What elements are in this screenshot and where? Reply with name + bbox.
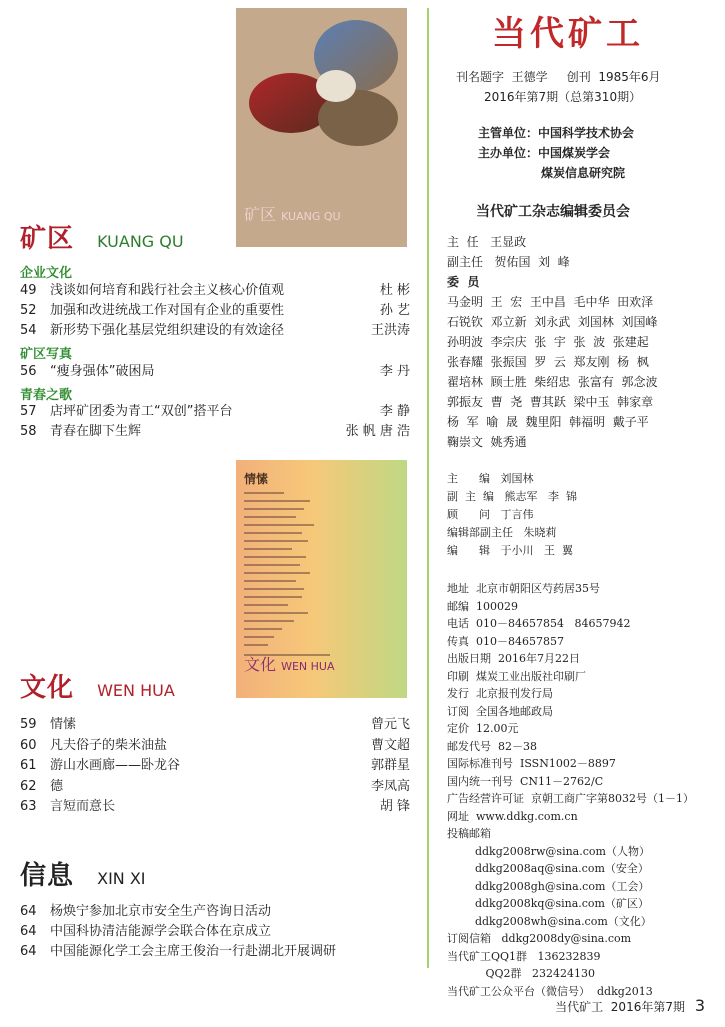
section-pinyin-kuangqu: KUANG QU — [97, 232, 184, 251]
sponsor-unit: 主办单位：中国煤炭学会 — [478, 146, 611, 160]
footer-text: 当代矿工 2016年第7期 — [555, 1000, 685, 1014]
committee-members-row: 孙明波 李宗庆 张 宇 张 波 张建起 — [447, 335, 649, 349]
toc-entry[interactable] — [20, 715, 410, 735]
email-link[interactable]: ddkg2008gh@sina.com（工会） — [447, 879, 650, 893]
toc-entry[interactable] — [20, 902, 410, 922]
group-title-qingchunzhige: 青春之歌 — [20, 388, 73, 403]
committee-title: 当代矿工杂志编辑委员会 — [476, 204, 630, 220]
committee-members-row: 石锐钦 邓立新 刘永武 刘国林 刘国峰 — [447, 315, 658, 329]
toc-entry[interactable] — [20, 777, 410, 797]
toc-author: 曾元飞 — [370, 717, 410, 732]
wenhua-image-caption-py: WEN HUA — [281, 660, 335, 673]
contact-line: 发行 北京报刊发行局 — [447, 687, 553, 700]
toc-author: 杜 彬 — [379, 283, 410, 298]
editor-line: 编 辑 于小川 王 翼 — [447, 544, 573, 557]
toc-page-number: 58 — [20, 424, 37, 439]
toc-page-number: 56 — [20, 364, 37, 379]
magazine-logo: 当代矿工 — [492, 14, 644, 54]
toc-title: 新形势下强化基层党组织建设的有效途径 — [50, 323, 285, 338]
contact-line: 出版日期 2016年7月22日 — [447, 652, 580, 665]
toc-entry[interactable] — [20, 422, 410, 442]
section-title-xinxi: 信息 — [20, 861, 75, 891]
toc-title: 凡夫俗子的柴米油盐 — [50, 738, 168, 753]
email-link[interactable]: ddkg2008wh@sina.com（文化） — [447, 914, 652, 928]
toc-title: 德 — [50, 779, 64, 794]
section-title-kuangqu: 矿区 — [20, 224, 75, 254]
page-number: 3 — [694, 996, 705, 1015]
masthead-info-line1: 刊名题字 王德学 创刊 1985年6月 — [456, 70, 661, 84]
toc-page-number: 59 — [20, 717, 37, 732]
toc-author: 孙 艺 — [379, 303, 410, 318]
toc-page-number: 54 — [20, 323, 37, 338]
wenhua-header — [20, 667, 175, 704]
committee-members-row: 马金明 王 宏 王中昌 毛中华 田欢泽 — [447, 295, 654, 309]
contact-line: 邮发代号 82－38 — [447, 739, 537, 753]
supervisor-unit: 主管单位：中国科学技术协会 — [478, 126, 635, 140]
email-link[interactable]: ddkg2008rw@sina.com（人物） — [447, 844, 650, 858]
editor-line: 副 主 编 熊志军 李 锦 — [447, 490, 577, 503]
toc-author: 郭群星 — [370, 758, 410, 773]
toc-page-number: 64 — [20, 944, 37, 959]
email-link[interactable]: ddkg2008kq@sina.com（矿区） — [447, 897, 649, 910]
toc-title: 中国能源化学工会主席王俊治一行赴湖北开展调研 — [50, 944, 337, 959]
toc-author: 李 丹 — [379, 364, 410, 379]
toc-author: 张 帆 唐 浩 — [345, 424, 410, 439]
editor-line: 编辑部副主任 朱晓莉 — [447, 526, 557, 539]
toc-page-number: 60 — [20, 738, 37, 753]
contact-line: 地址 北京市朝阳区芍药居35号 — [447, 582, 600, 595]
column-divider — [427, 8, 429, 968]
editor-line: 顾 问 丁言伟 — [447, 508, 534, 521]
website-link[interactable]: 网址 www.ddkg.com.cn — [447, 809, 578, 823]
page-footer — [555, 996, 705, 1015]
kuangqu-image-caption-py: KUANG QU — [281, 210, 341, 223]
toc-entry[interactable] — [20, 281, 410, 301]
contact-line: 当代矿工QQ1群 136232839 — [447, 949, 601, 963]
toc-author: 胡 锋 — [379, 799, 410, 814]
committee-members-row: 郭振友 曹 尧 曹其跃 梁中玉 韩家章 — [447, 395, 654, 409]
toc-title: 青春在脚下生辉 — [50, 424, 142, 439]
kuangqu-image-caption-cn: 矿区 — [244, 205, 277, 224]
wenhua-poem-title: 情愫 — [244, 472, 269, 486]
toc-page-number: 62 — [20, 779, 37, 794]
toc-title: “瘦身强体”破困局 — [50, 364, 155, 379]
toc-title: 情愫 — [50, 717, 77, 732]
contact-line: 印刷 煤炭工业出版社印刷厂 — [447, 669, 586, 683]
committee-list — [447, 232, 658, 452]
toc-entry[interactable] — [20, 736, 410, 756]
toc-page-number: 61 — [20, 758, 37, 773]
section-pinyin-wenhua: WEN HUA — [97, 681, 175, 700]
contact-line: 传真 010－84657857 — [447, 634, 564, 648]
contact-line: 订阅 全国各地邮政局 — [447, 704, 553, 718]
kuangqu-image-panel — [236, 8, 407, 247]
kuangqu-header — [20, 218, 184, 255]
wenhua-image-caption-cn: 文化 — [244, 655, 277, 674]
toc-page-number: 49 — [20, 283, 37, 298]
toc-page-number: 52 — [20, 303, 37, 318]
contact-line: 定价 12.00元 — [447, 722, 519, 735]
contact-line: QQ2群 232424130 — [447, 967, 595, 980]
toc-author: 曹文超 — [370, 738, 410, 753]
toc-title: 杨焕宁参加北京市安全生产咨询日活动 — [50, 904, 272, 919]
committee-members-label: 委 员 — [447, 275, 480, 289]
toc-page-number: 63 — [20, 799, 37, 814]
toc-page-number: 57 — [20, 404, 37, 419]
email-link[interactable]: 订阅信箱 ddkg2008dy@sina.com — [447, 932, 632, 945]
toc-entry[interactable] — [20, 942, 410, 962]
contact-line: 电话 010－84657854 84657942 — [447, 617, 631, 630]
toc-entry[interactable] — [20, 922, 410, 942]
toc-title: 店坪矿团委为青工“双创”搭平台 — [50, 404, 233, 419]
toc-page-number: 64 — [20, 904, 37, 919]
toc-page-number: 64 — [20, 924, 37, 939]
section-pinyin-xinxi: XIN XI — [97, 869, 146, 888]
toc-title: 游山水画廊——卧龙谷 — [50, 758, 181, 773]
toc-title: 加强和改进统战工作对国有企业的重要性 — [50, 303, 285, 318]
committee-members-row: 杨 军 喻 晟 魏里阳 韩福明 戴子平 — [447, 415, 649, 429]
toc-entry[interactable] — [20, 362, 410, 382]
committee-members-row: 翟培林 顾士胜 柴绍忠 张富有 郭念波 — [447, 375, 658, 389]
toc-author: 李 静 — [379, 404, 410, 419]
committee-members-row: 张春耀 张振国 罗 云 郑友刚 杨 枫 — [447, 355, 649, 369]
toc-title: 言短而意长 — [50, 799, 116, 814]
wenhua-image-panel — [236, 460, 407, 698]
xinxi-header — [20, 855, 146, 892]
toc-author: 李凤高 — [370, 779, 410, 794]
toc-entry[interactable] — [20, 301, 410, 321]
toc-entry[interactable] — [20, 402, 410, 422]
poem-text-block — [244, 490, 334, 660]
sponsor-unit-2: 煤炭信息研究院 — [541, 166, 626, 180]
committee-director: 主 任 王显政 — [447, 235, 527, 249]
contact-line: 投稿邮箱 — [447, 827, 491, 840]
toc-author: 王洪涛 — [370, 323, 410, 338]
email-link[interactable]: ddkg2008aq@sina.com（安全） — [447, 862, 649, 875]
toc-title: 浅谈如何培育和践行社会主义核心价值观 — [50, 283, 285, 298]
toc-entry[interactable] — [20, 756, 410, 776]
contact-line: 邮编 100029 — [447, 599, 518, 613]
contact-info — [447, 580, 694, 1000]
contact-line: 国内统一刊号 CN11－2762/C — [447, 774, 604, 788]
toc-entry[interactable] — [20, 797, 410, 817]
editor-line: 主 编 刘国林 — [447, 472, 534, 485]
contact-line: 当代矿工公众平台（微信号） ddkg2013 — [447, 984, 653, 998]
committee-vice-director: 副主任 贺佑国 刘 峰 — [447, 255, 570, 269]
toc-title: 中国科协清洁能源学会联合体在京成立 — [50, 924, 272, 939]
toc-entry[interactable] — [20, 321, 410, 341]
group-title-qiyewenhua: 企业文化 — [20, 266, 73, 281]
group-title-kuangquxiezhen: 矿区写真 — [20, 347, 73, 362]
editor-list — [447, 470, 577, 560]
committee-members-row: 鞠崇文 姚秀通 — [447, 435, 527, 449]
section-title-wenhua: 文化 — [20, 673, 75, 703]
masthead-info-line2: 2016年第7期（总第310期） — [484, 90, 642, 104]
contact-line: 广告经营许可证 京朝工商广字第8032号（1－1） — [447, 792, 694, 805]
contact-line: 国际标准刊号 ISSN1002－8897 — [447, 757, 616, 770]
